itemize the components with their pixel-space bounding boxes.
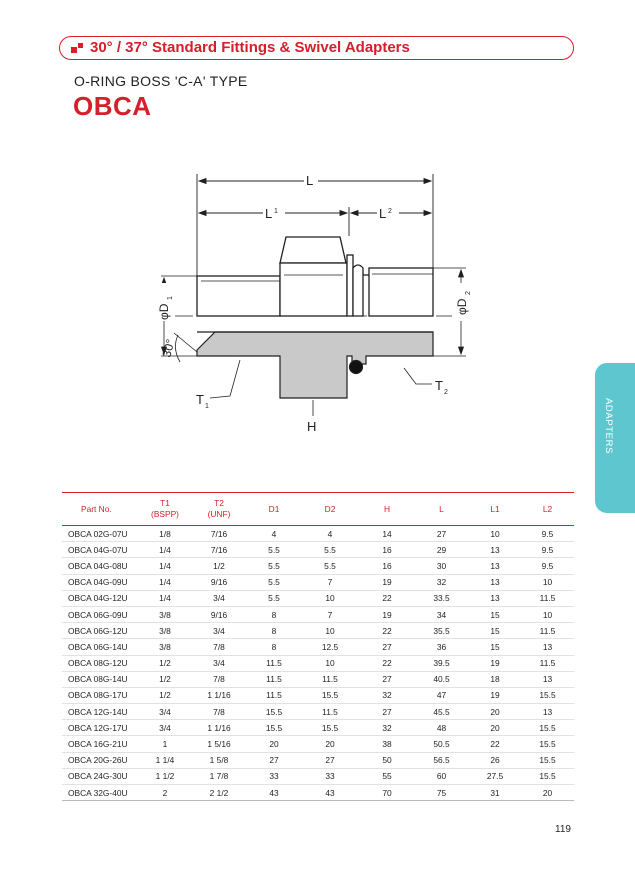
table-cell: 29 (414, 542, 469, 558)
table-cell: 34 (414, 606, 469, 622)
table-cell: 20 (469, 720, 521, 736)
table-cell: 9.5 (521, 526, 574, 542)
table-cell: 15 (469, 623, 521, 639)
table-row (62, 687, 574, 703)
table-cell: 70 (360, 785, 414, 801)
part-number-cell: OBCA 06G-14U (62, 639, 140, 655)
column-header-label: T2 (214, 498, 224, 508)
table-cell: 8 (248, 639, 300, 655)
table-cell: 45.5 (414, 704, 469, 720)
table-cell: 33 (248, 768, 300, 784)
table-cell: 11.5 (300, 704, 360, 720)
table-cell: 48 (414, 720, 469, 736)
table-cell: 27 (414, 526, 469, 542)
table-row (62, 542, 574, 558)
table-cell: 15.5 (248, 704, 300, 720)
table-cell: 22 (469, 736, 521, 752)
table-cell: 13 (521, 704, 574, 720)
table-header-row (62, 493, 574, 526)
table-cell: 19 (360, 574, 414, 590)
table-cell: 1/4 (140, 558, 190, 574)
table-cell: 14 (360, 526, 414, 542)
table-cell: 20 (521, 785, 574, 801)
table-cell: 39.5 (414, 655, 469, 671)
table-cell: 11.5 (521, 655, 574, 671)
table-cell: 10 (300, 590, 360, 606)
table-cell: 9.5 (521, 558, 574, 574)
table-cell: 13 (469, 542, 521, 558)
table-cell: 15 (469, 639, 521, 655)
table-cell: 27 (248, 752, 300, 768)
table-row (62, 768, 574, 784)
table-row (62, 671, 574, 687)
specification-table (62, 492, 574, 801)
table-cell: 27 (360, 671, 414, 687)
label-d1-sub: 1 (167, 296, 174, 300)
table-cell: 2 (140, 785, 190, 801)
table-cell: 47 (414, 687, 469, 703)
label-l: L (306, 173, 314, 188)
label-t1: T (196, 392, 204, 407)
table-cell: 3/8 (140, 606, 190, 622)
table-cell: 4 (248, 526, 300, 542)
section-title: 30° / 37° Standard Fittings & Swivel Adapters (90, 39, 410, 56)
table-row (62, 639, 574, 655)
label-l2-sub: 2 (388, 208, 392, 215)
table-cell: 43 (300, 785, 360, 801)
table-cell: 5.5 (300, 558, 360, 574)
table-cell: 27 (360, 639, 414, 655)
table-cell: 13 (469, 558, 521, 574)
table-cell: 15.5 (521, 736, 574, 752)
part-number-cell: OBCA 12G-14U (62, 704, 140, 720)
table-cell: 13 (469, 590, 521, 606)
part-number-cell: OBCA 08G-17U (62, 687, 140, 703)
table-cell: 3/4 (190, 623, 248, 639)
table-cell: 27 (300, 752, 360, 768)
table-cell: 20 (469, 704, 521, 720)
table-row (62, 785, 574, 801)
table-cell: 33.5 (414, 590, 469, 606)
table-cell: 10 (469, 526, 521, 542)
part-number-cell: OBCA 24G-30U (62, 768, 140, 784)
table-cell: 11.5 (521, 590, 574, 606)
column-header (469, 493, 521, 526)
table-cell: 19 (469, 655, 521, 671)
part-number-cell: OBCA 20G-26U (62, 752, 140, 768)
column-header-unit: (BSPP) (151, 509, 179, 519)
label-l1-sub: 1 (274, 208, 278, 215)
column-header (360, 493, 414, 526)
table-cell: 18 (469, 671, 521, 687)
table-cell: 5.5 (248, 558, 300, 574)
table-cell: 3/8 (140, 639, 190, 655)
part-number-cell: OBCA 06G-12U (62, 623, 140, 639)
table-cell: 1/2 (140, 687, 190, 703)
page-number: 119 (555, 824, 571, 835)
fitting-technical-drawing (150, 160, 470, 440)
part-number-cell: OBCA 06G-09U (62, 606, 140, 622)
table-cell: 3/4 (190, 655, 248, 671)
table-cell: 9.5 (521, 542, 574, 558)
table-cell: 27 (360, 704, 414, 720)
table-cell: 32 (414, 574, 469, 590)
table-cell: 3/4 (140, 704, 190, 720)
fitting-body (197, 237, 433, 316)
table-cell: 50.5 (414, 736, 469, 752)
table-cell: 33 (300, 768, 360, 784)
table-cell: 1 5/16 (190, 736, 248, 752)
table-cell: 22 (360, 655, 414, 671)
table-cell: 15.5 (521, 720, 574, 736)
table-cell: 30 (414, 558, 469, 574)
table-row (62, 526, 574, 542)
category-side-tab-label: ADAPTERS (603, 398, 614, 455)
table-cell: 12.5 (300, 639, 360, 655)
table-cell: 35.5 (414, 623, 469, 639)
part-number-cell: OBCA 04G-08U (62, 558, 140, 574)
table-cell: 32 (360, 720, 414, 736)
label-h: H (307, 419, 317, 434)
table-cell: 19 (469, 687, 521, 703)
product-subtitle: O-RING BOSS 'C-A' TYPE (74, 73, 248, 89)
table-row (62, 574, 574, 590)
column-header (62, 493, 140, 526)
table-cell: 7 (300, 574, 360, 590)
table-row (62, 720, 574, 736)
table-cell: 10 (300, 623, 360, 639)
table-row (62, 558, 574, 574)
part-number-cell: OBCA 08G-12U (62, 655, 140, 671)
table-cell: 2 1/2 (190, 785, 248, 801)
table-cell: 75 (414, 785, 469, 801)
part-number-cell: OBCA 32G-40U (62, 785, 140, 801)
part-number-cell: OBCA 04G-12U (62, 590, 140, 606)
table-cell: 40.5 (414, 671, 469, 687)
column-header-label: L (439, 503, 444, 514)
table-cell: 11.5 (248, 655, 300, 671)
part-number-cell: OBCA 12G-17U (62, 720, 140, 736)
column-header (414, 493, 469, 526)
table-cell: 31 (469, 785, 521, 801)
column-header (248, 493, 300, 526)
product-model: OBCA (73, 91, 152, 121)
table-cell: 27.5 (469, 768, 521, 784)
table-cell: 15.5 (521, 768, 574, 784)
section-header (59, 36, 574, 60)
table-cell: 15.5 (300, 720, 360, 736)
table-cell: 5.5 (248, 542, 300, 558)
table-cell: 56.5 (414, 752, 469, 768)
table-cell: 3/4 (190, 590, 248, 606)
label-l1: L (265, 206, 273, 221)
table-cell: 7/8 (190, 671, 248, 687)
table-row (62, 590, 574, 606)
table-cell: 3/8 (140, 623, 190, 639)
table-cell: 10 (521, 606, 574, 622)
table-cell: 15.5 (300, 687, 360, 703)
column-header (300, 493, 360, 526)
table-cell: 16 (360, 542, 414, 558)
table-row (62, 655, 574, 671)
table-cell: 1 1/16 (190, 720, 248, 736)
table-cell: 1/2 (190, 558, 248, 574)
column-header-unit: (UNF) (207, 509, 231, 519)
part-number-cell: OBCA 08G-14U (62, 671, 140, 687)
table-cell: 55 (360, 768, 414, 784)
table-cell: 60 (414, 768, 469, 784)
table-cell: 32 (360, 687, 414, 703)
table-row (62, 623, 574, 639)
table-cell: 1 7/8 (190, 768, 248, 784)
table-cell: 16 (360, 558, 414, 574)
table-cell: 22 (360, 623, 414, 639)
column-header-label: H (383, 503, 391, 514)
table-cell: 1/4 (140, 590, 190, 606)
table-row (62, 606, 574, 622)
table-cell: 3/4 (140, 720, 190, 736)
table-cell: 11.5 (248, 671, 300, 687)
table-cell: 22 (360, 590, 414, 606)
column-header-label: L2 (542, 503, 553, 514)
table-cell: 43 (248, 785, 300, 801)
table-cell: 10 (300, 655, 360, 671)
label-l2: L (379, 206, 387, 221)
table-cell: 11.5 (300, 671, 360, 687)
table-row (62, 752, 574, 768)
table-cell: 13 (521, 671, 574, 687)
table-cell: 1 1/16 (190, 687, 248, 703)
label-d2: φD (455, 298, 469, 315)
table-cell: 13 (521, 639, 574, 655)
table-cell: 20 (300, 736, 360, 752)
label-t2: T (435, 378, 443, 393)
table-cell: 9/16 (190, 574, 248, 590)
table-cell: 1 1/2 (140, 768, 190, 784)
table-cell: 15.5 (521, 687, 574, 703)
table-cell: 11.5 (248, 687, 300, 703)
label-t1-sub: 1 (205, 403, 209, 410)
column-header (521, 493, 574, 526)
table-cell: 5.5 (248, 590, 300, 606)
o-ring-seal (350, 361, 363, 374)
part-number-cell: OBCA 16G-21U (62, 736, 140, 752)
table-cell: 5.5 (248, 574, 300, 590)
part-number-cell: OBCA 04G-09U (62, 574, 140, 590)
label-angle: 30° (159, 337, 178, 359)
label-d2-sub: 2 (465, 291, 472, 295)
table-cell: 4 (300, 526, 360, 542)
part-number-cell: OBCA 04G-07U (62, 542, 140, 558)
table-cell: 5.5 (300, 542, 360, 558)
table-cell: 9/16 (190, 606, 248, 622)
table-cell: 20 (248, 736, 300, 752)
table-cell: 11.5 (521, 623, 574, 639)
column-header-label: L1 (490, 503, 500, 514)
column-header (140, 493, 190, 526)
table-cell: 50 (360, 752, 414, 768)
table-cell: 13 (469, 574, 521, 590)
table-cell: 10 (521, 574, 574, 590)
table-row (62, 704, 574, 720)
table-cell: 7 (300, 606, 360, 622)
column-header (190, 493, 248, 526)
column-header-label: D2 (324, 503, 336, 514)
table-cell: 7/16 (190, 542, 248, 558)
part-number-cell: OBCA 02G-07U (62, 526, 140, 542)
table-cell: 8 (248, 623, 300, 639)
table-cell: 15.5 (248, 720, 300, 736)
table-cell: 26 (469, 752, 521, 768)
table-cell: 1 1/4 (140, 752, 190, 768)
table-cell: 1 (140, 736, 190, 752)
column-header-label: D1 (268, 503, 280, 514)
table-cell: 19 (360, 606, 414, 622)
label-t2-sub: 2 (444, 389, 448, 396)
table-cell: 1/2 (140, 671, 190, 687)
table-cell: 15.5 (521, 752, 574, 768)
table-cell: 7/16 (190, 526, 248, 542)
table-cell: 7/8 (190, 704, 248, 720)
table-cell: 36 (414, 639, 469, 655)
table-cell: 7/8 (190, 639, 248, 655)
table-cell: 1 5/8 (190, 752, 248, 768)
column-header-label: Part No. (81, 503, 112, 514)
table-cell: 38 (360, 736, 414, 752)
table-cell: 1/4 (140, 542, 190, 558)
table-cell: 1/2 (140, 655, 190, 671)
table-body (62, 526, 574, 801)
column-header-label: T1 (160, 498, 170, 508)
table-row (62, 736, 574, 752)
table-cell: 15 (469, 606, 521, 622)
table-cell: 8 (248, 606, 300, 622)
table-cell: 1/4 (140, 574, 190, 590)
squares-logo-icon (71, 43, 83, 53)
label-d1: φD (157, 303, 171, 320)
table-cell: 1/8 (140, 526, 190, 542)
